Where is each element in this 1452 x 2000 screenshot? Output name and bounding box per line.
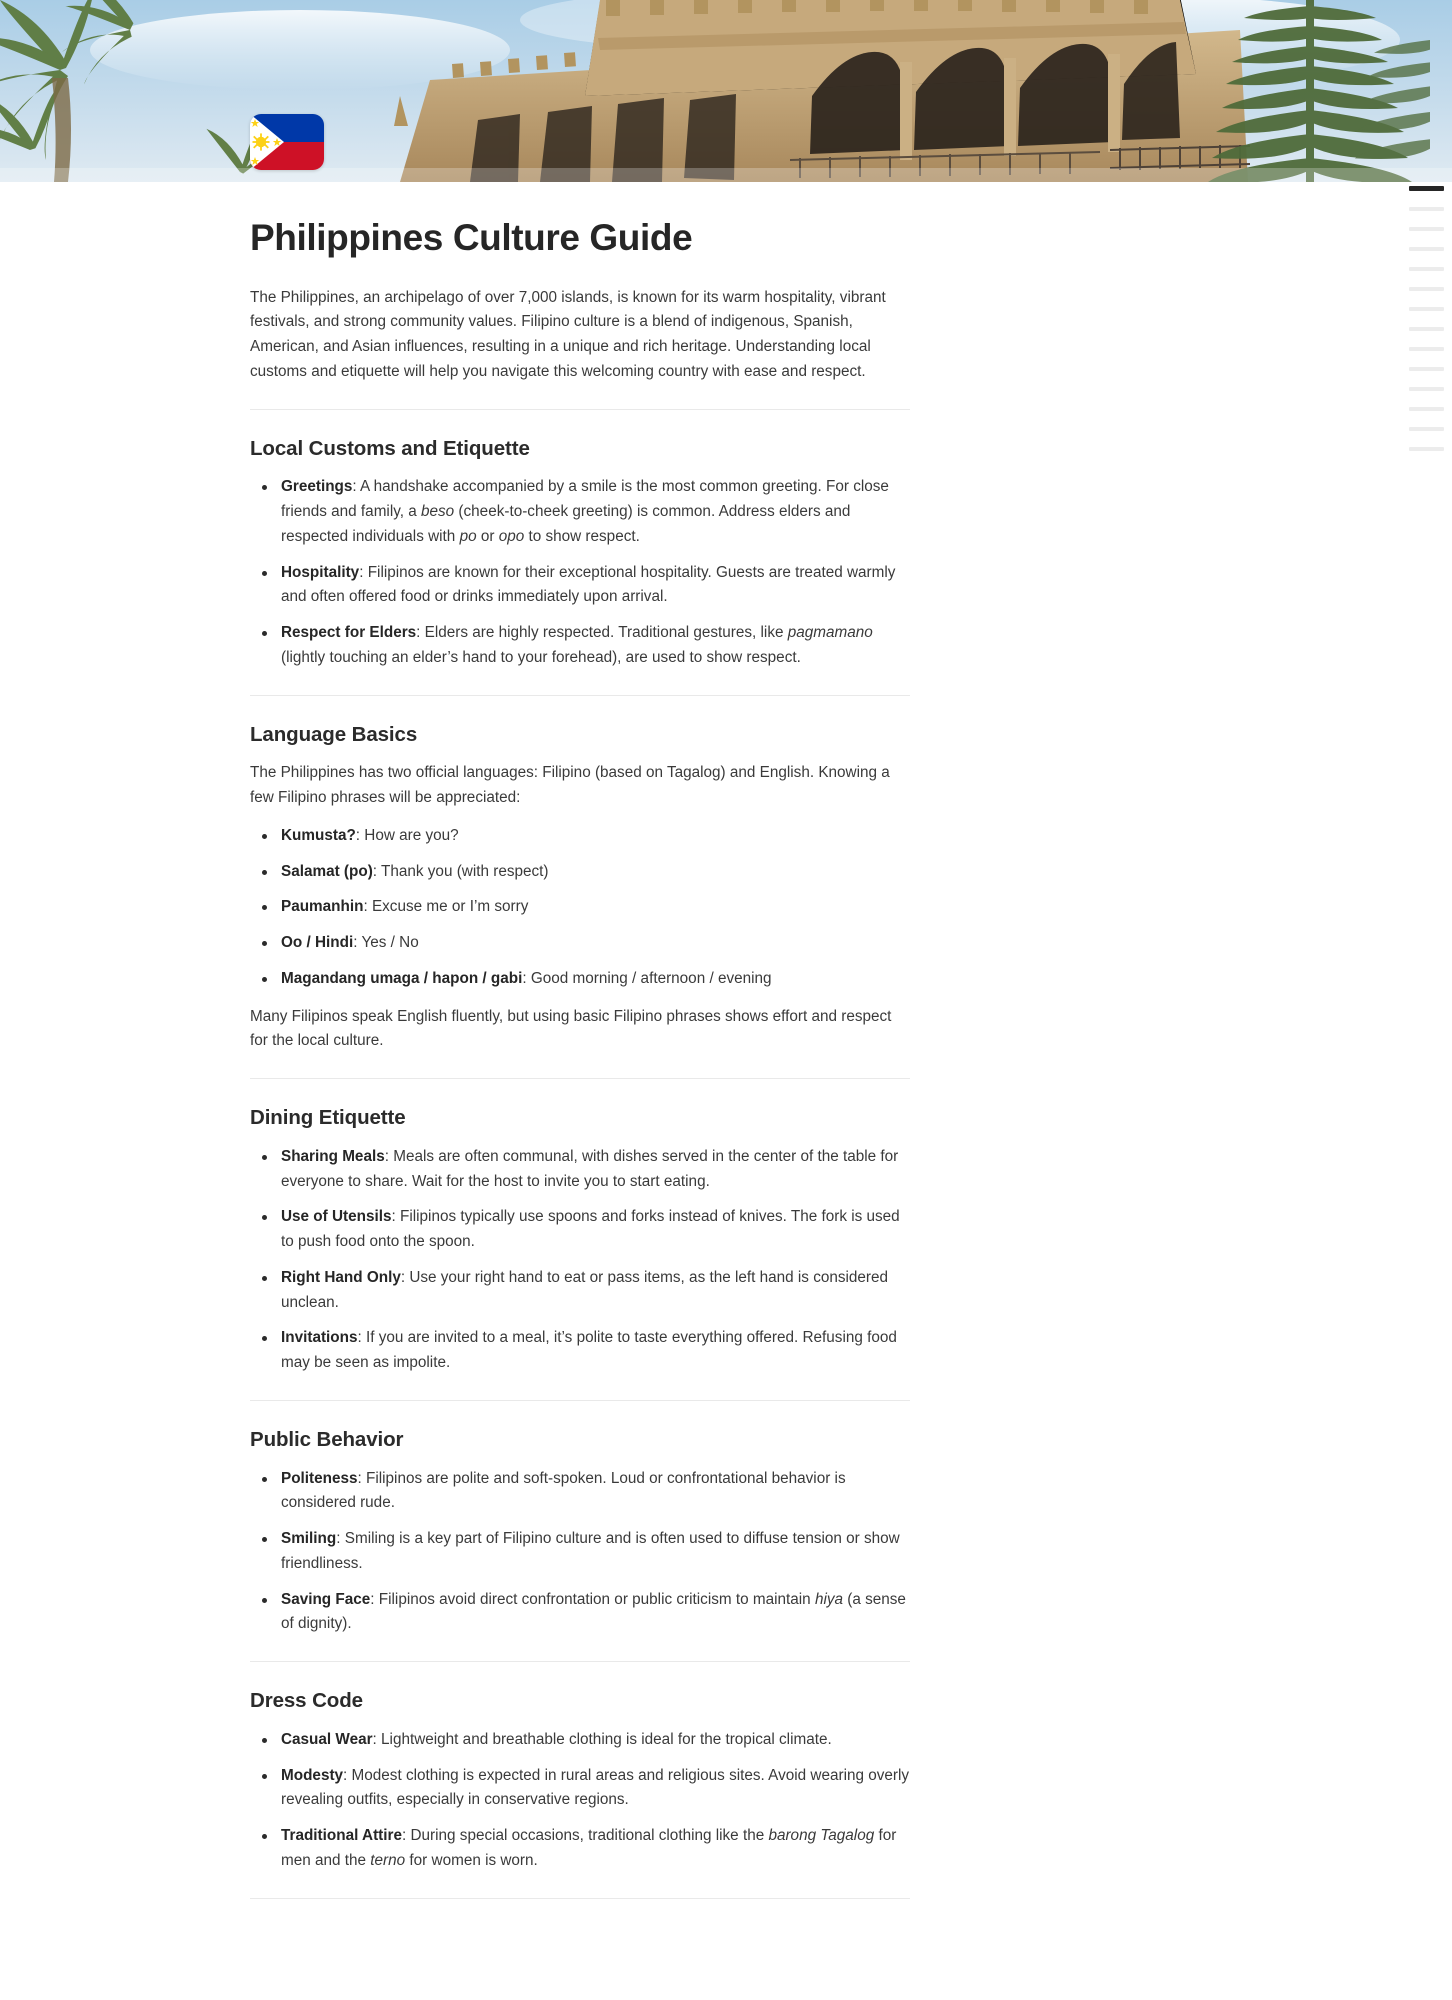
item-text: (lightly touching an elder’s hand to your forehead), are used to show respect.	[281, 648, 801, 666]
item-term: Kumusta?	[281, 826, 356, 844]
section-dining-etiquette	[250, 1079, 910, 1376]
page-indicator-bar[interactable]	[1409, 427, 1444, 431]
list-item	[250, 1467, 910, 1517]
item-text: : Thank you (with respect)	[372, 862, 549, 880]
page-indicator-bar[interactable]	[1409, 227, 1444, 231]
item-text: : Filipinos are known for their exceptional hospitality. Guests are treated warmly and often offered food or drinks immediately upon arrival.	[281, 563, 896, 606]
customs-list	[250, 475, 910, 670]
section-local-customs	[250, 410, 910, 671]
list-item	[250, 824, 910, 849]
section-title: Public Behavior	[250, 1428, 404, 1452]
item-text: : Smiling is a key part of Filipino culture and is often used to diffuse tension or show friendliness.	[281, 1530, 900, 1572]
item-text: : Filipinos avoid direct confrontation or public criticism to maintain	[370, 1590, 815, 1608]
page-indicator-bar[interactable]	[1409, 207, 1444, 211]
list-item	[250, 931, 910, 956]
item-emphasis: pagmamano	[787, 624, 873, 642]
section-dress-code	[250, 1662, 910, 1873]
item-text: : Excuse me or I’m sorry	[363, 898, 529, 916]
item-text: : Yes / No	[353, 934, 419, 952]
item-text: : Filipinos typically use spoons and forks instead of knives. The fork is used to push food onto the spoon.	[281, 1208, 900, 1251]
page-title: Philippines Culture Guide	[250, 217, 693, 258]
list-item	[250, 1588, 910, 1638]
hero-image	[0, 0, 1452, 182]
item-text: : Elders are highly respected. Traditional gestures, like	[416, 624, 788, 642]
list-item	[250, 1205, 910, 1255]
list-item	[250, 1527, 910, 1577]
item-term: Smiling	[281, 1530, 337, 1548]
page-indicator-bar[interactable]	[1409, 387, 1444, 391]
page-indicator-bar[interactable]	[1409, 367, 1444, 371]
item-emphasis: hiya	[814, 1590, 843, 1608]
item-text: for women is worn.	[405, 1851, 538, 1869]
list-item	[250, 895, 910, 920]
section-title: Dining Etiquette	[250, 1106, 406, 1130]
section-language-basics	[250, 696, 910, 1055]
item-text: (a sense of dignity).	[281, 1590, 906, 1633]
item-text: : Lightweight and breathable clothing is ideal for the tropical climate.	[372, 1730, 832, 1748]
item-emphasis: beso	[421, 503, 455, 521]
page-indicator-bar[interactable]	[1409, 267, 1444, 271]
language-follow-up: Many Filipinos speak English fluently, but using basic Filipino phrases shows effort and respect for the local culture.	[250, 1007, 892, 1050]
list-item	[250, 1824, 910, 1874]
item-text: : Modest clothing is expected in rural areas and religious sites. Avoid wearing overly revealing outfits, especially in conservative regions.	[281, 1766, 910, 1809]
list-item	[250, 860, 910, 885]
item-term: Greetings	[281, 478, 353, 496]
item-text: : Meals are often communal, with dishes served in the center of the table for everyone to share. Wait for the host to invite you to start eating.	[281, 1147, 899, 1190]
page-indicator-bar-active[interactable]	[1409, 186, 1444, 191]
item-text: for men and the	[281, 1827, 897, 1869]
dress-code-list	[250, 1728, 910, 1874]
item-term: Casual Wear	[281, 1730, 373, 1748]
item-emphasis: opo	[498, 527, 525, 545]
item-term: Modesty	[281, 1766, 344, 1784]
item-text: : Filipinos are polite and soft-spoken. Loud or confrontational behavior is considered rude.	[281, 1469, 846, 1512]
page-progress-indicator[interactable]	[1400, 186, 1452, 467]
item-text: : How are you?	[355, 826, 459, 844]
item-term: Sharing Meals	[281, 1147, 385, 1165]
section-title: Dress Code	[250, 1689, 363, 1713]
item-text: or	[476, 527, 499, 545]
page-indicator-bar[interactable]	[1409, 407, 1444, 411]
item-text: : Use your right hand to eat or pass items, as the left hand is considered unclean.	[281, 1268, 889, 1311]
item-text: : If you are invited to a meal, it’s polite to taste everything offered. Refusing food may be seen as impolite.	[281, 1329, 897, 1372]
list-item	[250, 475, 910, 549]
item-text: : Good morning / afternoon / evening	[522, 969, 772, 987]
section-title: Language Basics	[250, 722, 418, 746]
page-indicator-bar[interactable]	[1409, 447, 1444, 451]
section-public-behavior	[250, 1401, 910, 1637]
intro-paragraph: The Philippines, an archipelago of over 7,000 islands, is known for its warm hospitality, vibrant festivals, and strong community values. Filipino culture is a blend of indigenous, Spanish, American, and Asian influences, resulting in a unique and rich heritage. Understanding local customs and etiquette will help you navigate this welcoming country with ease and respect.	[250, 288, 886, 380]
item-term: Saving Face	[281, 1590, 371, 1608]
item-text: to show respect.	[524, 527, 640, 545]
item-emphasis: terno	[370, 1851, 406, 1869]
philippines-flag-icon	[250, 114, 324, 170]
page-indicator-bar[interactable]	[1409, 247, 1444, 251]
document-content	[0, 182, 1452, 1899]
language-lead-in: The Philippines has two official languages: Filipino (based on Tagalog) and English. Knowing a few Filipino phrases will be appreciated:	[250, 764, 890, 807]
list-item	[250, 561, 910, 611]
list-item	[250, 1764, 910, 1814]
list-item	[250, 1145, 910, 1195]
page-indicator-bar[interactable]	[1409, 347, 1444, 351]
page-indicator-bar[interactable]	[1409, 307, 1444, 311]
page-indicator-bar[interactable]	[1409, 287, 1444, 291]
list-item	[250, 1728, 910, 1753]
item-term: Right Hand Only	[281, 1268, 401, 1286]
section-divider	[250, 1898, 910, 1899]
item-term: Politeness	[281, 1469, 358, 1487]
item-text: (cheek-to-cheek greeting) is common. Address elders and respected individuals with	[281, 503, 851, 545]
item-term: Invitations	[281, 1329, 358, 1347]
public-behavior-list	[250, 1467, 910, 1638]
item-term: Hospitality	[281, 563, 360, 581]
list-item	[250, 621, 910, 671]
item-term: Use of Utensils	[281, 1208, 392, 1226]
item-term: Oo / Hindi	[281, 934, 354, 952]
list-item	[250, 1326, 910, 1376]
phrase-list	[250, 824, 910, 992]
item-emphasis: po	[459, 527, 477, 545]
item-text: : During special occasions, traditional clothing like the	[401, 1827, 769, 1845]
list-item	[250, 1266, 910, 1316]
item-term: Traditional Attire	[281, 1827, 402, 1845]
item-term: Paumanhin	[281, 898, 364, 916]
page-indicator-bar[interactable]	[1409, 327, 1444, 331]
section-title: Local Customs and Etiquette	[250, 436, 530, 460]
item-term: Magandang umaga / hapon / gabi	[281, 969, 523, 987]
dining-list	[250, 1145, 910, 1376]
item-term: Salamat (po)	[281, 862, 373, 880]
item-text: : A handshake accompanied by a smile is the most common greeting. For close friends and family, a	[281, 478, 889, 521]
item-term: Respect for Elders	[281, 624, 417, 642]
list-item	[250, 967, 910, 992]
item-emphasis: barong Tagalog	[768, 1827, 875, 1845]
